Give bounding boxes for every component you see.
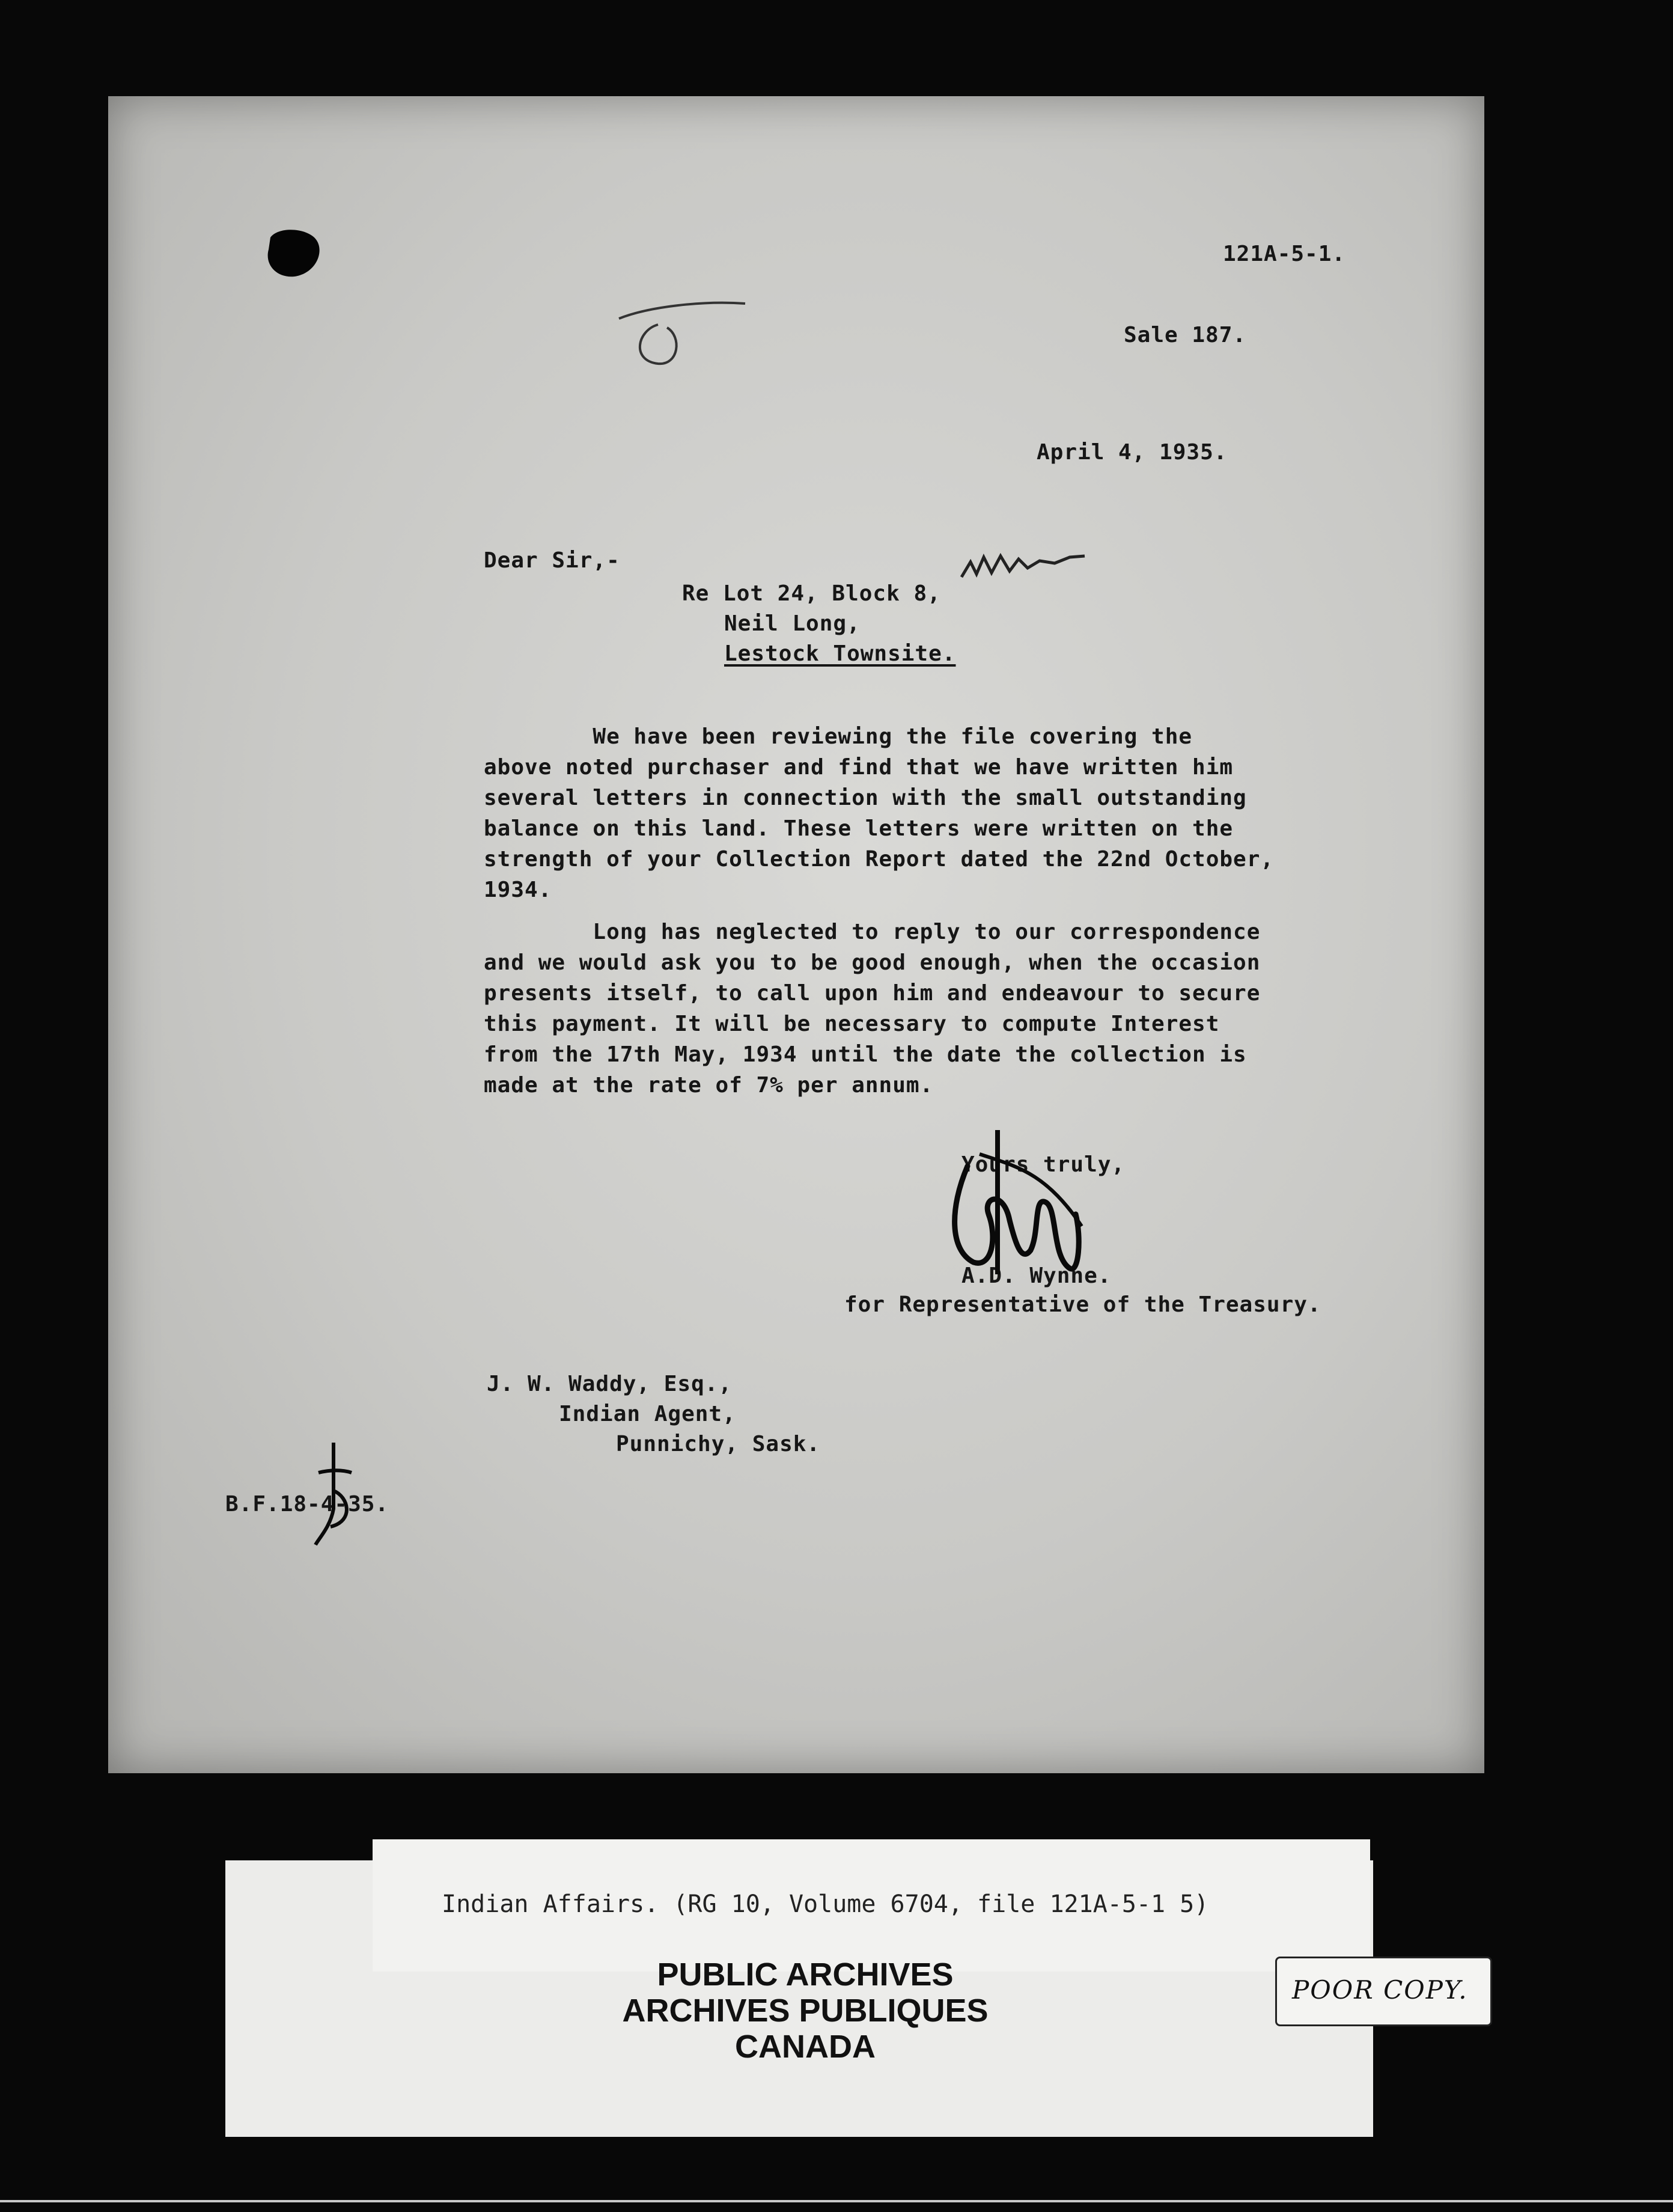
- file-number: 121A-5-1.: [1223, 242, 1346, 266]
- letter-page: [108, 96, 1484, 1773]
- archive-reference: Indian Affairs. (RG 10, Volume 6704, file 121A-5-1 5): [442, 1890, 1209, 1918]
- poor-copy-text: POOR COPY.: [1292, 1975, 1468, 2005]
- salutation: Dear Sir,-: [484, 548, 620, 573]
- punch-hole-mark: [261, 225, 328, 283]
- signer-title: for Representative of the Treasury.: [844, 1292, 1321, 1317]
- recipient-name: J. W. Waddy, Esq.,: [487, 1372, 733, 1396]
- body-paragraph-1: We have been reviewing the file covering the above noted purchaser and find that we have written him several letters in connection with the small outstanding balance on this land. These letters were written on the strength of your Collection Report dated the 22nd October, 1934.: [484, 724, 1275, 902]
- re-line-lot: Re Lot 24, Block 8,: [682, 581, 941, 606]
- signer-name: A.D. Wynne.: [961, 1263, 1112, 1288]
- bottom-border: [0, 2200, 1673, 2202]
- initials-flourish: [306, 1437, 361, 1551]
- body-paragraph-2: Long has neglected to reply to our correspondence and we would ask you to be good enough, when the occasion presents itself, to call upon him and endeavour to secure this payment. It will be necessary to compute Interest from the 17th May, 1934 until the date the collection is made at the rate of 7% per annum.: [484, 920, 1261, 1098]
- recipient-location: Punnichy, Sask.: [616, 1432, 821, 1456]
- pencil-mark: [613, 295, 751, 373]
- recipient-title: Indian Agent,: [559, 1402, 736, 1426]
- re-line-name: Neil Long,: [724, 611, 861, 636]
- closing: Yours truly,: [961, 1152, 1126, 1177]
- re-line-townsite: Lestock Townsite.: [724, 641, 956, 666]
- archive-line-3: CANADA: [735, 2029, 876, 2065]
- scribble-mark: [958, 544, 1091, 586]
- archive-line-1: PUBLIC ARCHIVES: [657, 1957, 954, 1993]
- archive-stamp: [529, 1957, 1082, 2065]
- letter-date: April 4, 1935.: [1037, 440, 1228, 465]
- initials-reference: B.F.18-4-35.: [225, 1492, 389, 1517]
- archive-line-2: ARCHIVES PUBLIQUES: [622, 1993, 989, 2029]
- sale-number: Sale 187.: [1124, 323, 1247, 347]
- handwritten-signature: [925, 1118, 1106, 1298]
